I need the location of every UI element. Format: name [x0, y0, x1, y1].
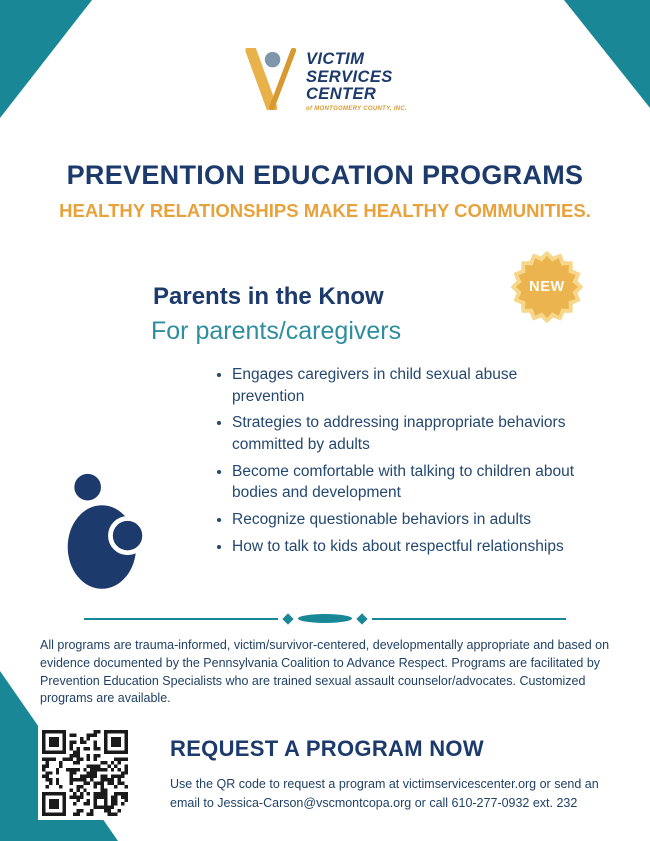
divider-line — [84, 618, 278, 620]
qr-code — [38, 726, 132, 820]
divider-lens-icon — [298, 614, 352, 623]
logo-text-line-2: SERVICES — [305, 67, 393, 86]
logo-text — [306, 51, 407, 111]
logo-text-line-3: CENTER — [305, 85, 377, 104]
parent-holding-child-icon — [62, 462, 157, 594]
page-subtitle: HEALTHY RELATIONSHIPS MAKE HEALTHY COMMUNITIES. — [59, 200, 591, 221]
program-audience: For parents/caregivers — [151, 317, 402, 345]
bullet-item: • How to talk to kids about respectful relationships — [232, 536, 582, 558]
page-title: PREVENTION EDUCATION PROGRAMS — [66, 160, 584, 190]
logo — [0, 48, 650, 115]
bullet-item: • Become comfortable with talking to children about bodies and development — [232, 461, 582, 504]
bullet-item: • Strategies to addressing inappropriate behaviors committed by adults — [232, 412, 582, 455]
disclaimer-text: All programs are trauma-informed, victim/survivor-centered, developmentally appropriate and based on evidence documented by the Pennsylvania Coalition to Advance Respect. Programs are facilitated by Prevention Education Specialists who are trained sexual assault counselor/advocates. Customized programs are available. — [40, 638, 610, 706]
new-starburst-badge-icon — [510, 250, 584, 324]
logo-tagline: of MONTGOMERY COUNTY, INC. — [305, 105, 408, 112]
cta-title: REQUEST A PROGRAM NOW — [170, 736, 484, 761]
section-divider — [84, 614, 566, 623]
new-badge-label: NEW — [529, 279, 565, 295]
logo-text-line-1: VICTIM — [305, 50, 365, 69]
bullet-item: • Recognize questionable behaviors in adults — [232, 509, 582, 531]
vsc-v-logo-icon — [243, 48, 299, 115]
divider-diamond-icon — [282, 613, 293, 624]
divider-line — [372, 618, 566, 620]
divider-diamond-icon — [356, 613, 367, 624]
bullet-item: • Engages caregivers in child sexual abuse prevention — [232, 364, 582, 407]
program-title: Parents in the Know — [153, 283, 384, 310]
program-bullet-list — [216, 364, 582, 563]
cta-text: Use the QR code to request a program at victimservicescenter.org or send an email to Jessica-Carson@vscmontcopa.org or call 610-277-0932 ext. 232 — [170, 777, 599, 811]
